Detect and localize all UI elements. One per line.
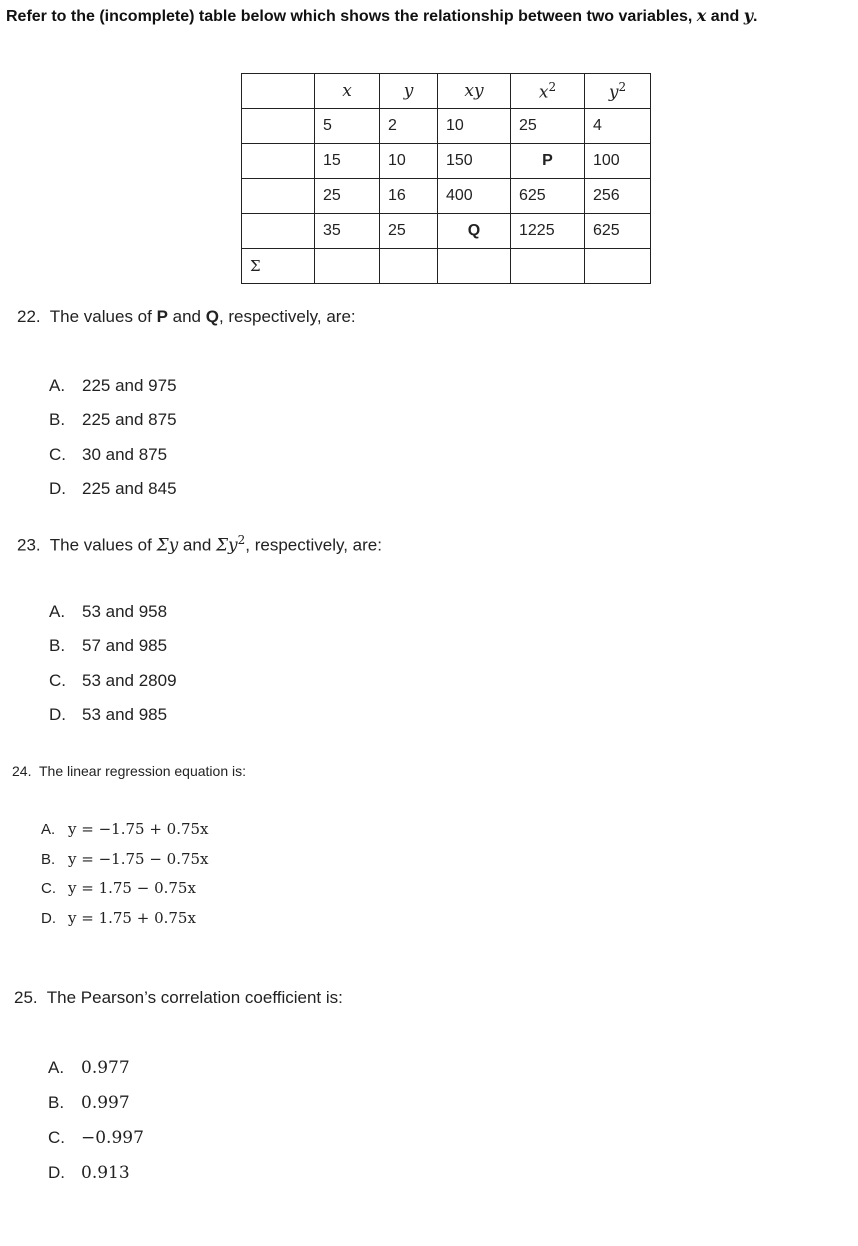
question-24: 24. The linear regression equation is:: [12, 763, 247, 779]
option-22-b[interactable]: B. 225 and 875: [49, 410, 177, 429]
option-24-d[interactable]: D. y = 1.75 + 0.75x: [41, 909, 196, 927]
sigma-symbol: Σ: [242, 249, 315, 284]
cell-x: 25: [315, 179, 380, 214]
cell-xy: 10: [438, 109, 511, 144]
cell-x: 35: [315, 214, 380, 249]
header-y2: $y^2$: [585, 74, 651, 109]
header-y: y: [380, 74, 438, 109]
option-22-d[interactable]: D. 225 and 845: [49, 479, 177, 498]
option-25-a[interactable]: A. 0.977: [48, 1058, 130, 1078]
cell-y: 2: [380, 109, 438, 144]
option-25-b[interactable]: B. 0.997: [48, 1093, 130, 1113]
question-23: 23. The values of Σy and $\Sigma y^2$, respectively, are:: [17, 533, 382, 556]
option-24-c[interactable]: C. y = 1.75 − 0.75x: [41, 879, 196, 897]
cell-x2-P: P: [511, 144, 585, 179]
option-22-c[interactable]: C. 30 and 875: [49, 445, 168, 464]
table-row: [242, 179, 651, 214]
option-25-c[interactable]: C. −0.997: [48, 1128, 144, 1148]
cell-x2: 625: [511, 179, 585, 214]
option-23-c[interactable]: C. 53 and 2809: [49, 671, 177, 690]
var-x: x: [696, 6, 707, 25]
cell-xy-Q: Q: [438, 214, 511, 249]
cell-x2: 1225: [511, 214, 585, 249]
cell-x: 5: [315, 109, 380, 144]
option-23-a[interactable]: A. 53 and 958: [49, 602, 168, 621]
cell-y2: 625: [585, 214, 651, 249]
cell-y: 16: [380, 179, 438, 214]
cell-y2: 4: [585, 109, 651, 144]
option-24-a[interactable]: A. y = −1.75 + 0.75x: [41, 820, 209, 838]
option-23-d[interactable]: D. 53 and 985: [49, 705, 168, 724]
intro-text: Refer to the (incomplete) table below which shows the relationship between two variables, x and y.: [6, 6, 758, 25]
question-22: 22. The values of P and Q, respectively, are:: [17, 307, 356, 326]
header-x: x: [315, 74, 380, 109]
table-header-row: [242, 74, 651, 109]
table-row: [242, 144, 651, 179]
var-y: y: [743, 6, 753, 25]
table-sum-row: [242, 249, 651, 284]
cell-y2: 256: [585, 179, 651, 214]
header-xy: xy: [438, 74, 511, 109]
cell-x: 15: [315, 144, 380, 179]
table-corner-cell: [242, 74, 315, 109]
option-22-a[interactable]: A. 225 and 975: [49, 376, 177, 395]
option-23-b[interactable]: B. 57 and 985: [49, 636, 168, 655]
table-row: [242, 214, 651, 249]
question-25: 25. The Pearson’s correlation coefficient is:: [14, 988, 343, 1007]
option-25-d[interactable]: D. 0.913: [48, 1163, 130, 1183]
header-x2: $x^2$: [511, 74, 585, 109]
cell-xy: 400: [438, 179, 511, 214]
cell-y2: 100: [585, 144, 651, 179]
option-24-b[interactable]: B. y = −1.75 − 0.75x: [41, 850, 209, 868]
data-table: [241, 73, 651, 284]
cell-xy: 150: [438, 144, 511, 179]
table-row: [242, 109, 651, 144]
cell-y: 25: [380, 214, 438, 249]
cell-x2: 25: [511, 109, 585, 144]
cell-y: 10: [380, 144, 438, 179]
